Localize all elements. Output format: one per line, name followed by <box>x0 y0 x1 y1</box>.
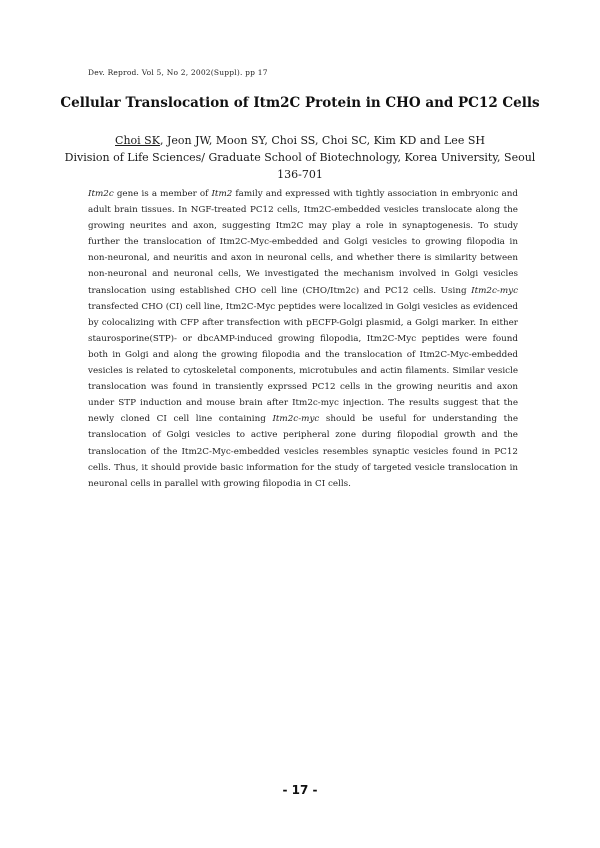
page-number: - 17 - <box>282 783 318 797</box>
abstract-body <box>88 186 518 492</box>
abstract-text-run: should be useful for understanding the translocation of Golgi vesicles to active peripheral zone during filopodial growth and the translocation of the Itm2C-Myc-embedded vesicles resembles synaptic vesicles found in PC12 cells. Thus, it should provide basic information for the study of targeted vesicle translocation in neuronal cells in parallel with growing filopodia in CI cells. <box>88 414 519 489</box>
affiliation <box>0 150 600 183</box>
journal-reference: Dev. Reprod. Vol 5, No 2, 2002(Suppl). pp 17 <box>88 68 268 77</box>
abstract-italic-term: Itm2c <box>88 189 114 199</box>
presenting-author: Choi SK <box>115 134 160 147</box>
abstract-italic-term: Itm2c-myc <box>471 285 518 296</box>
abstract-text-run: family and expressed with tightly association in embryonic and adult brain tissues. In NGF-treated PC12 cells, Itm2C-embedded vesicles translocate along the growing neurites and axon, suggesting Itm2C may play a role in synaptogenesis. To study further the translocation of Itm2C-Myc-embedded and Golgi vesicles to growing filopodia in non-neuronal, and neuritis and axon in neuronal cells, and whether there is similarity between non-neuronal and neuronal cells, We investigated the mechanism involved in Golgi vesicles translocation using established CHO cell line (CHO/Itm2c) and PC12 cells. Using <box>88 189 518 296</box>
affiliation-line-2: 136-701 <box>277 167 323 181</box>
affiliation-line-1: Division of Life Sciences/ Graduate School of Biotechnology, Korea University, Seoul <box>64 151 536 164</box>
abstract-text-run: transfected CHO (CI) cell line, Itm2C-Myc peptides were localized in Golgi vesicles as evidenced by colocalizing with CFP after transfection with pECFP-Golgi plasmid, a Golgi marker. In either staurosporine(STP)- or dbcAMP-induced growing filopodia, Itm2C-Myc peptides were found both in Golgi and along the growing filopodia and the translocation of Itm2C-Myc-embedded vesicles is related to cytoskeletal components, microtubules and actin filaments. Similar vesicle translocation was found in transiently exprssed PC12 cells in the growing neuritis and axon under STP induction and mouse brain after Itm2c-myc injection. The results suggest that the newly cloned CI cell line containing <box>88 301 519 425</box>
co-authors: , Jeon JW, Moon SY, Choi SS, Choi SC, Kim KD and Lee SH <box>159 134 485 147</box>
author-list <box>0 134 600 147</box>
abstract-italic-term: Itm2c-myc <box>272 414 320 425</box>
paper-title: Cellular Translocation of Itm2C Protein in CHO and PC12 Cells <box>60 95 540 111</box>
abstract-italic-term: Itm2 <box>211 189 233 199</box>
abstract-text-run: gene is a member of <box>113 189 212 199</box>
